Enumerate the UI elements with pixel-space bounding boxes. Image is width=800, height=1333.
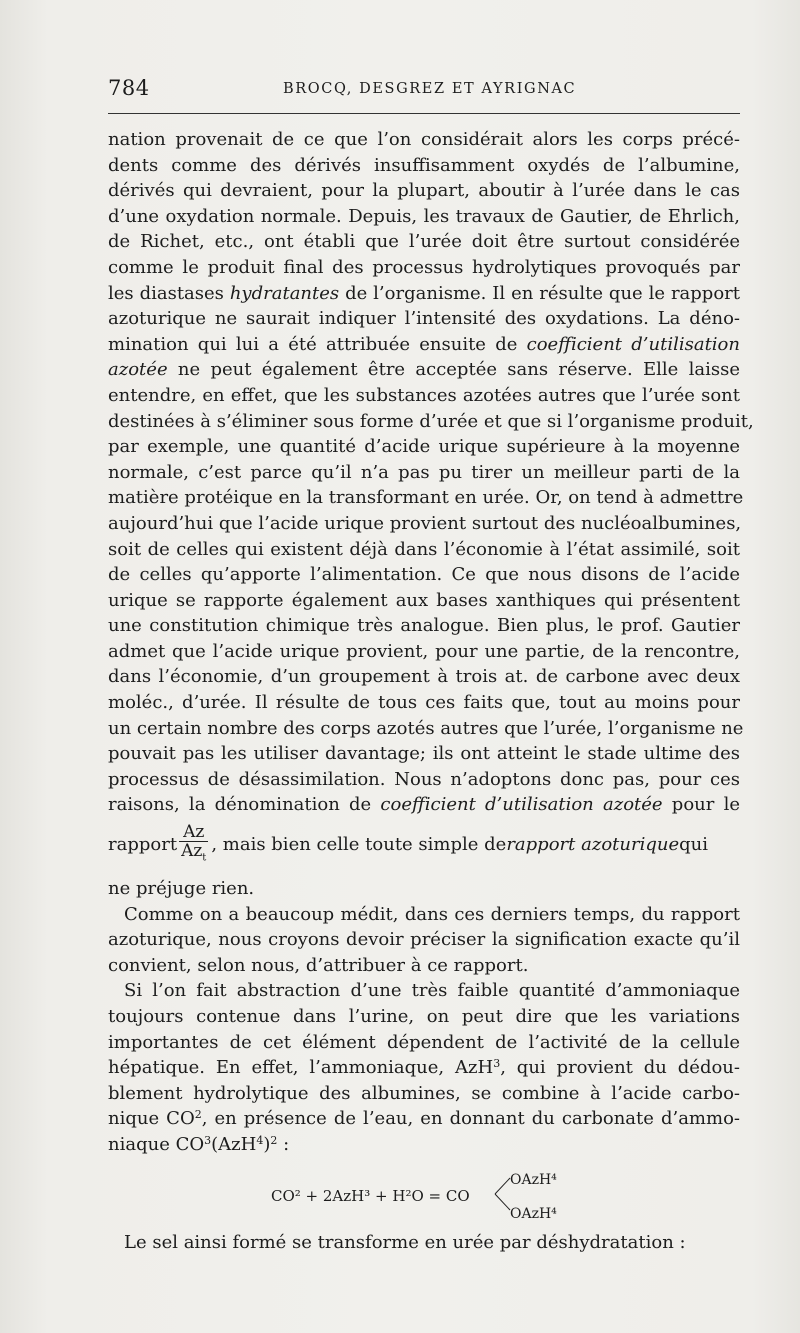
superscript: 4 xyxy=(256,1133,264,1147)
text-run: hépatique. En effet, l’ammoniaque, AzH xyxy=(108,1057,494,1079)
text-run: (AzH xyxy=(211,1133,257,1155)
text-run: raisons, la dénomination de xyxy=(108,794,381,816)
text-line: moléc., d’urée. Il résulte de tous ces faits que, tout au moins pour xyxy=(108,692,740,714)
page-number: 784 xyxy=(108,76,150,100)
denominator-text: Az xyxy=(181,840,203,861)
text-line: par exemple, une quantité d’acide urique supérieure à la moyenne xyxy=(108,436,740,458)
text-line: toujours contenue dans l’urine, on peut dire que les variations xyxy=(108,1006,740,1027)
bond-lines xyxy=(493,1174,513,1214)
text-line xyxy=(108,1106,740,1132)
text-line: blement hydrolytique des albumines, se combine à l’acide carbo- xyxy=(108,1082,740,1104)
text-run: ) xyxy=(263,1133,271,1155)
text-line: processus de désassimilation. Nous n’adoptons donc pas, pour ces xyxy=(108,768,740,790)
fraction-numerator: Az xyxy=(179,823,208,842)
text-line: dans l’économie, d’un groupement à trois at. de carbone avec deux xyxy=(108,666,740,688)
text-line: entendre, en effet, que les substances azotées autres que l’urée sont xyxy=(108,384,740,406)
chemical-equation xyxy=(108,1164,740,1226)
text-line: Comme on a beaucoup médit, dans ces derniers temps, du rapport xyxy=(124,903,740,925)
superscript: 3 xyxy=(493,1057,501,1071)
text-line xyxy=(108,792,740,818)
text-line: matière protéique en la transformant en urée. Or, on tend à admettre xyxy=(108,487,744,509)
text-run: nique CO xyxy=(108,1108,195,1130)
text-line: une constitution chimique très analogue. Bien plus, le prof. Gautier xyxy=(108,615,740,637)
text-run: , en présence de l’eau, en donnant du carbonate d’ammo- xyxy=(201,1108,740,1130)
italic-term: azotée xyxy=(108,359,168,381)
superscript: 3 xyxy=(204,1133,212,1147)
text-line: de Richet, etc., ont établi que l’urée doit être surtout considérée xyxy=(108,231,740,253)
closing-line: Le sel ainsi formé se transforme en urée par déshydratation : xyxy=(124,1231,686,1253)
text-line: Si l’on fait abstraction d’une très faible quantité d’ammoniaque xyxy=(124,980,740,1002)
text-run: de l’organisme. Il en résulte que le rapport xyxy=(339,282,740,304)
text-run: mination qui lui a été attribuée ensuite de xyxy=(108,333,527,355)
text-line: normale, c’est parce qu’il n’a pas pu tirer un meilleur parti de la xyxy=(108,461,740,483)
text-line: dérivés qui devraient, pour la plupart, aboutir à l’urée dans le cas xyxy=(108,180,740,202)
text-line: admet que l’acide urique provient, pour une partie, de la rencontre, xyxy=(108,640,740,662)
text-line: azoturique ne saurait indiquer l’intensité des oxydations. La déno- xyxy=(108,308,740,330)
text-line: ne préjuge rien. xyxy=(108,878,255,900)
text-line: importantes de cet élément dépendent de l’activité de la cellule xyxy=(108,1031,740,1053)
text-run: les diastases xyxy=(108,282,230,304)
equation-left-side: CO² + 2AzH³ + H²O = CO xyxy=(271,1186,470,1205)
text-line: pouvait pas les utiliser davantage; ils ont atteint le stade ultime des xyxy=(108,743,740,765)
italic-term: rapport azoturique xyxy=(506,834,680,856)
text-line: convient, selon nous, d’attribuer à ce rapport. xyxy=(108,954,529,976)
text-line: aujourd’hui que l’acide urique provient surtout des nucléoalbumines, xyxy=(108,512,742,534)
text-run: niaque CO xyxy=(108,1133,205,1155)
text-line xyxy=(108,1132,740,1158)
page-header xyxy=(108,72,740,112)
text-line: soit de celles qui existent déjà dans l’économie à l’état assimilé, soit xyxy=(108,538,740,560)
text-run: qui xyxy=(679,834,708,856)
equation-branch-top: OAzH⁴ xyxy=(510,1171,557,1188)
text-line: d’une oxydation normale. Depuis, les travaux de Gautier, de Ehrlich, xyxy=(108,205,740,227)
text-line: destinées à s’éliminer sous forme d’urée et que si l’organisme produit, xyxy=(108,410,754,432)
text-run: pour le xyxy=(662,794,740,816)
running-head: BROCQ, DESGREZ ET AYRIGNAC xyxy=(283,81,577,97)
italic-term: coefficient d’utilisation xyxy=(526,333,740,355)
text-run: ne peut également être acceptée sans réserve. Elle laisse xyxy=(167,359,740,381)
text-line xyxy=(108,281,740,307)
text-run: , qui provient du dédou- xyxy=(500,1057,740,1079)
text-line: azoturique, nous croyons devoir préciser la signification exacte qu’il xyxy=(108,929,740,951)
fraction-line xyxy=(108,820,740,870)
text-line: de celles qu’apporte l’alimentation. Ce que nous disons de l’acide xyxy=(108,564,740,586)
text-run: rapport xyxy=(108,834,178,856)
text-line: un certain nombre des corps azotés autres que l’urée, l’organisme ne xyxy=(108,717,744,739)
text-line: comme le produit final des processus hydrolytiques provoqués par xyxy=(108,256,740,278)
text-run: , mais bien celle toute simple de xyxy=(211,834,507,856)
text-line: urique se rapporte également aux bases xanthiques qui présentent xyxy=(108,589,740,611)
text-line xyxy=(108,332,740,358)
superscript: 2 xyxy=(194,1108,202,1122)
header-rule xyxy=(108,113,740,114)
text-run: : xyxy=(277,1133,290,1155)
fraction-denominator xyxy=(179,842,208,867)
superscript: 2 xyxy=(270,1133,278,1147)
text-line xyxy=(108,1055,740,1081)
fraction-az-over-azt xyxy=(179,823,208,867)
text-line: dents comme des dérivés insuffisamment oxydés de l’albumine, xyxy=(108,154,740,176)
italic-term: hydratantes xyxy=(229,282,340,304)
denominator-subscript: t xyxy=(202,852,207,864)
equation-branch-bottom: OAzH⁴ xyxy=(510,1205,557,1222)
text-line xyxy=(108,357,740,383)
italic-term: coefficient d’utilisation azotée xyxy=(380,794,663,816)
body-text xyxy=(108,127,754,1255)
text-line: nation provenait de ce que l’on considérait alors les corps précé- xyxy=(108,129,740,150)
